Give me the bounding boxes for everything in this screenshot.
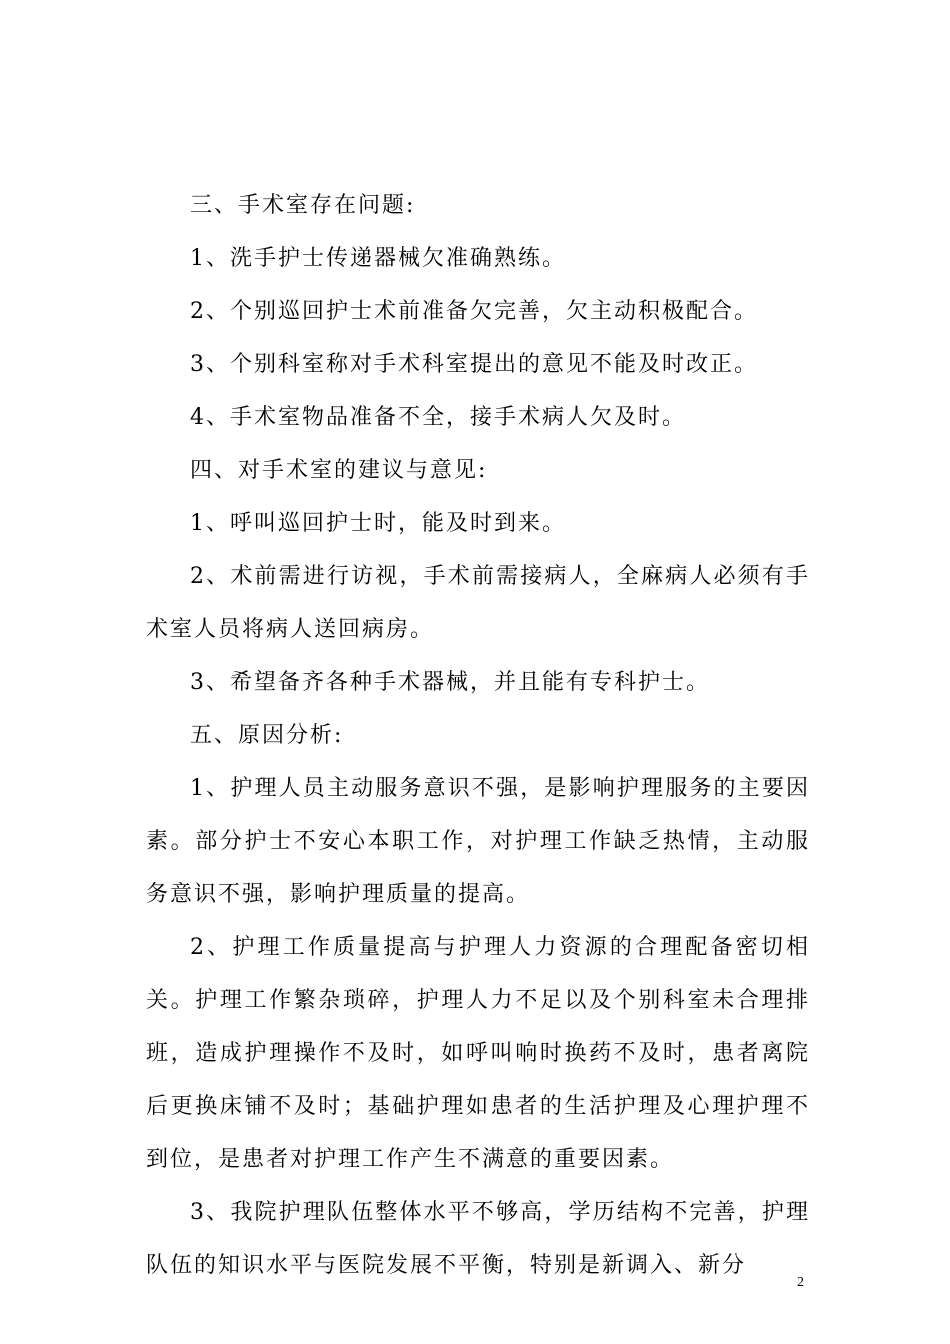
paragraph: 1、护理人员主动服务意识不强，是影响护理服务的主要因素。部分护士不安心本职工作，对护理工作缺乏热情，主动服务意识不强，影响护理质量的提高。 <box>146 776 810 907</box>
section-heading-suggestions: 四、对手术室的建议与意见: <box>190 458 488 483</box>
paragraph: 3、我院护理队伍整体水平不够高，学历结构不完善，护理队伍的知识水平与医院发展不平衡，特别是新调入、新分 <box>146 1200 810 1278</box>
page-number: 2 <box>797 1275 804 1290</box>
paragraph: 1、洗手护士传递器械欠准确熟练。 <box>190 246 566 271</box>
section-heading-analysis: 五、原因分析: <box>190 723 344 748</box>
paragraph: 2、护理工作质量提高与护理人力资源的合理配备密切相关。护理工作繁杂琐碎，护理人力不足以及个别科室未合理排班，造成护理操作不及时，如呼叫响时换药不及时，患者离院后更换床铺不及时；基础护理如患者的生活护理及心理护理不到位，是患者对护理工作产生不满意的重要因素。 <box>146 935 810 1172</box>
section-heading-problems: 三、手术室存在问题: <box>190 193 416 218</box>
paragraph: 4、手术室物品准备不全，接手术病人欠及时。 <box>190 405 686 430</box>
document-body <box>146 179 810 1292</box>
paragraph: 1、呼叫巡回护士时，能及时到来。 <box>190 511 566 536</box>
paragraph: 3、希望备齐各种手术器械，并且能有专科护士。 <box>190 670 710 695</box>
paragraph: 2、个别巡回护士术前准备欠完善，欠主动积极配合。 <box>190 299 758 324</box>
paragraph: 2、术前需进行访视，手术前需接病人，全麻病人必须有手术室人员将病人送回病房。 <box>146 564 810 642</box>
paragraph: 3、个别科室称对手术科室提出的意见不能及时改正。 <box>190 352 758 377</box>
